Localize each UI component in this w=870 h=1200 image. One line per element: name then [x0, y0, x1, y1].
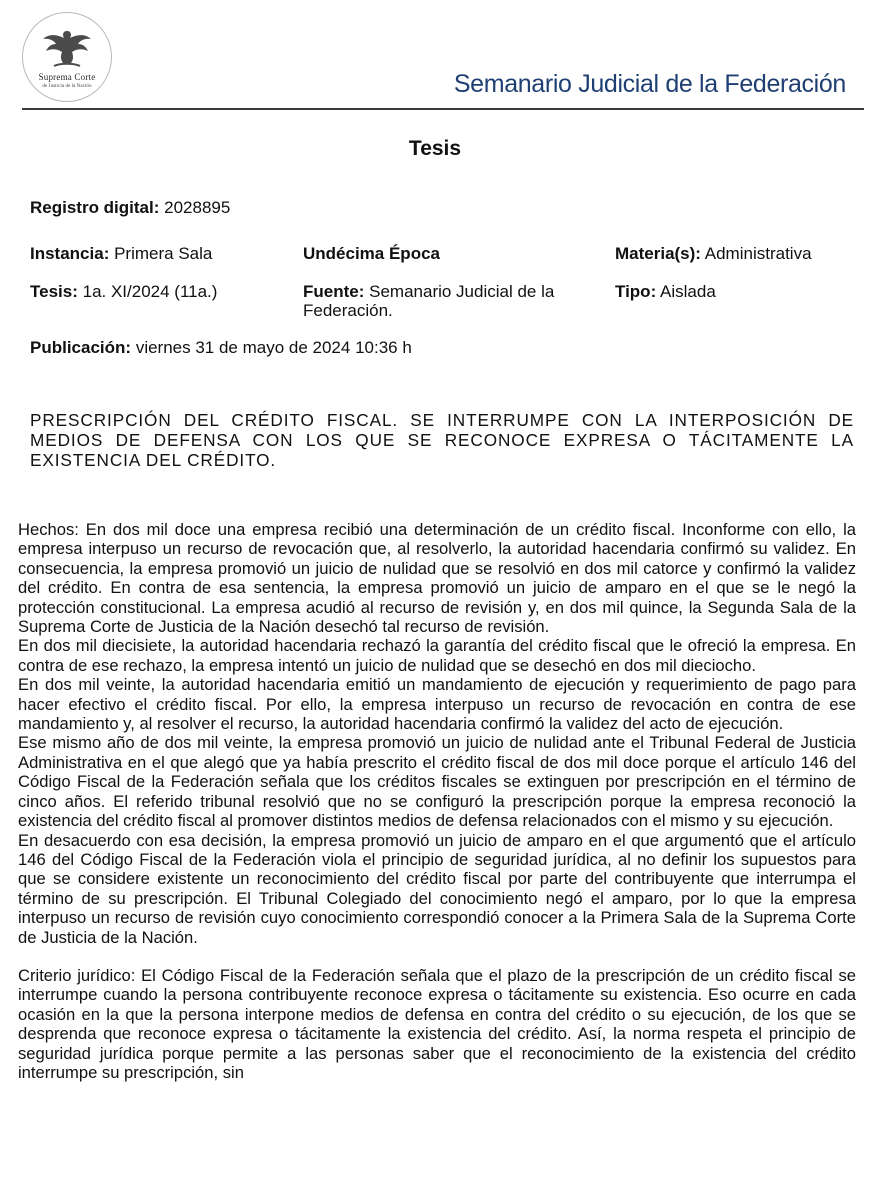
registro-value: 2028895: [164, 198, 231, 217]
paragraph-amparo: En desacuerdo con esa decisión, la empresa promovió un juicio de amparo en el que argumentó que el artículo 146 del Código Fiscal de la Federación viola el principio de seguridad jurídica, al no definir los supuestos para que se considere existente un reconocimiento del crédito fiscal por parte del contribuyente que interrumpa el término de su prescripción. El Tribunal Colegiado del conocimiento negó el amparo, por lo que la empresa interpuso un recurso de revisión cuyo conocimiento correspondió conocer a la Primera Sala de la Suprema Corte de Justicia de la Nación.: [18, 830, 856, 947]
paragraph-2020-ejecucion: En dos mil veinte, la autoridad hacendaria emitió un mandamiento de ejecución y requerimiento de pago para hacer efectivo el crédito fiscal. Por ello, la empresa interpuso un recurso de revocación en contra de ese mandamiento y, al resolver el recurso, la autoridad hacendaria confirmó la validez del acto de ejecución.: [18, 675, 856, 734]
page-heading: Tesis: [408, 137, 462, 160]
epoca-field: [303, 244, 440, 263]
paragraph-criterio-juridico: Criterio jurídico: El Código Fiscal de la Federación señala que el plazo de la prescripción de un crédito fiscal se interrumpe cuando la persona contribuyente reconoce expresa o tácitamente su existencia. Eso ocurre en cada ocasión en la que la persona interpone medios de defensa en contra del crédito o su ejecución, de los que se desprenda que reconoce expresa o tácitamente la existencia del crédito. Así, la norma respeta el principio de seguridad jurídica porque permite a las personas saber que el reconocimiento de la existencia del crédito interrumpe su prescripción, sin: [18, 965, 856, 1082]
instancia-field: [30, 244, 212, 263]
registro-label: Registro digital:: [30, 198, 160, 217]
eagle-emblem-icon: [42, 27, 92, 69]
thesis-body: [18, 520, 856, 1082]
instancia-value: Primera Sala: [114, 244, 213, 263]
logo-text-justicia: de Justicia de la Nación: [42, 83, 92, 89]
paragraph-hechos: Hechos: En dos mil doce una empresa recibió una determinación de un crédito fiscal. Inconforme con ello, la empresa interpuso un recurso de revocación que, al resolverlo, la autoridad hacendaria confirmó su validez. En consecuencia, la empresa promovió un juicio de nulidad que se resolvió en dos mil catorce y confirmó la validez del crédito. En contra de esa sentencia, la empresa promovió un juicio de amparo en el que se le negó la protección constitucional. La empresa acudió al recurso de revisión y, en dos mil quince, la Segunda Sala de la Suprema Corte de Justicia de la Nación desechó tal recurso de revisión.: [18, 520, 856, 637]
tesis-value: 1a. XI/2024 (11a.): [82, 282, 218, 301]
fuente-label: Fuente:: [303, 282, 365, 301]
tipo-field: [615, 282, 716, 301]
materia-label: Materia(s):: [615, 244, 701, 263]
tesis-label: Tesis:: [30, 282, 78, 301]
publicacion-label: Publicación:: [30, 338, 132, 357]
header-divider: [22, 108, 864, 110]
thesis-rubro: PRESCRIPCIÓN DEL CRÉDITO FISCAL. SE INTERRUMPE CON LA INTERPOSICIÓN DE MEDIOS DE DEFENSA CON LOS QUE SE RECONOCE EXPRESA O TÁCITAMENTE LA EXISTENCIA DEL CRÉDITO.: [30, 410, 854, 470]
site-title: Semanario Judicial de la Federación: [453, 70, 846, 98]
epoca-value: Undécima Época: [303, 244, 440, 263]
scjn-logo: [22, 12, 112, 102]
fuente-field: [303, 282, 603, 320]
instancia-label: Instancia:: [30, 244, 110, 263]
tesis-field: [30, 282, 217, 301]
materia-field: [615, 244, 812, 263]
publicacion-value: viernes 31 de mayo de 2024 10:36 h: [135, 338, 412, 357]
logo-text-suprema-corte: Suprema Corte: [38, 72, 96, 82]
paragraph-2017: En dos mil diecisiete, la autoridad hacendaria rechazó la garantía del crédito fiscal que le ofreció la empresa. En contra de ese rechazo, la empresa intentó un juicio de nulidad que se desechó en dos mil dieciocho.: [18, 636, 856, 675]
registro-digital: [30, 198, 230, 217]
tipo-label: Tipo:: [615, 282, 657, 301]
publicacion-field: [30, 338, 412, 357]
materia-value: Administrativa: [704, 244, 812, 263]
paragraph-2020-nulidad: Ese mismo año de dos mil veinte, la empresa promovió un juicio de nulidad ante el Tribunal Federal de Justicia Administrativa en el que alegó que ya había prescrito el crédito fiscal de dos mil doce porque el artículo 146 del Código Fiscal de la Federación señala que los créditos fiscales se extinguen por prescripción en el término de cinco años. El referido tribunal resolvió que no se configuró la prescripción porque la empresa reconoció la existencia del crédito fiscal al promover distintos medios de defensa relacionados con el mismo y su ejecución.: [18, 733, 856, 831]
tipo-value: Aislada: [660, 282, 716, 301]
fuente-value: Semanario Judicial de la Federación.: [303, 282, 555, 320]
